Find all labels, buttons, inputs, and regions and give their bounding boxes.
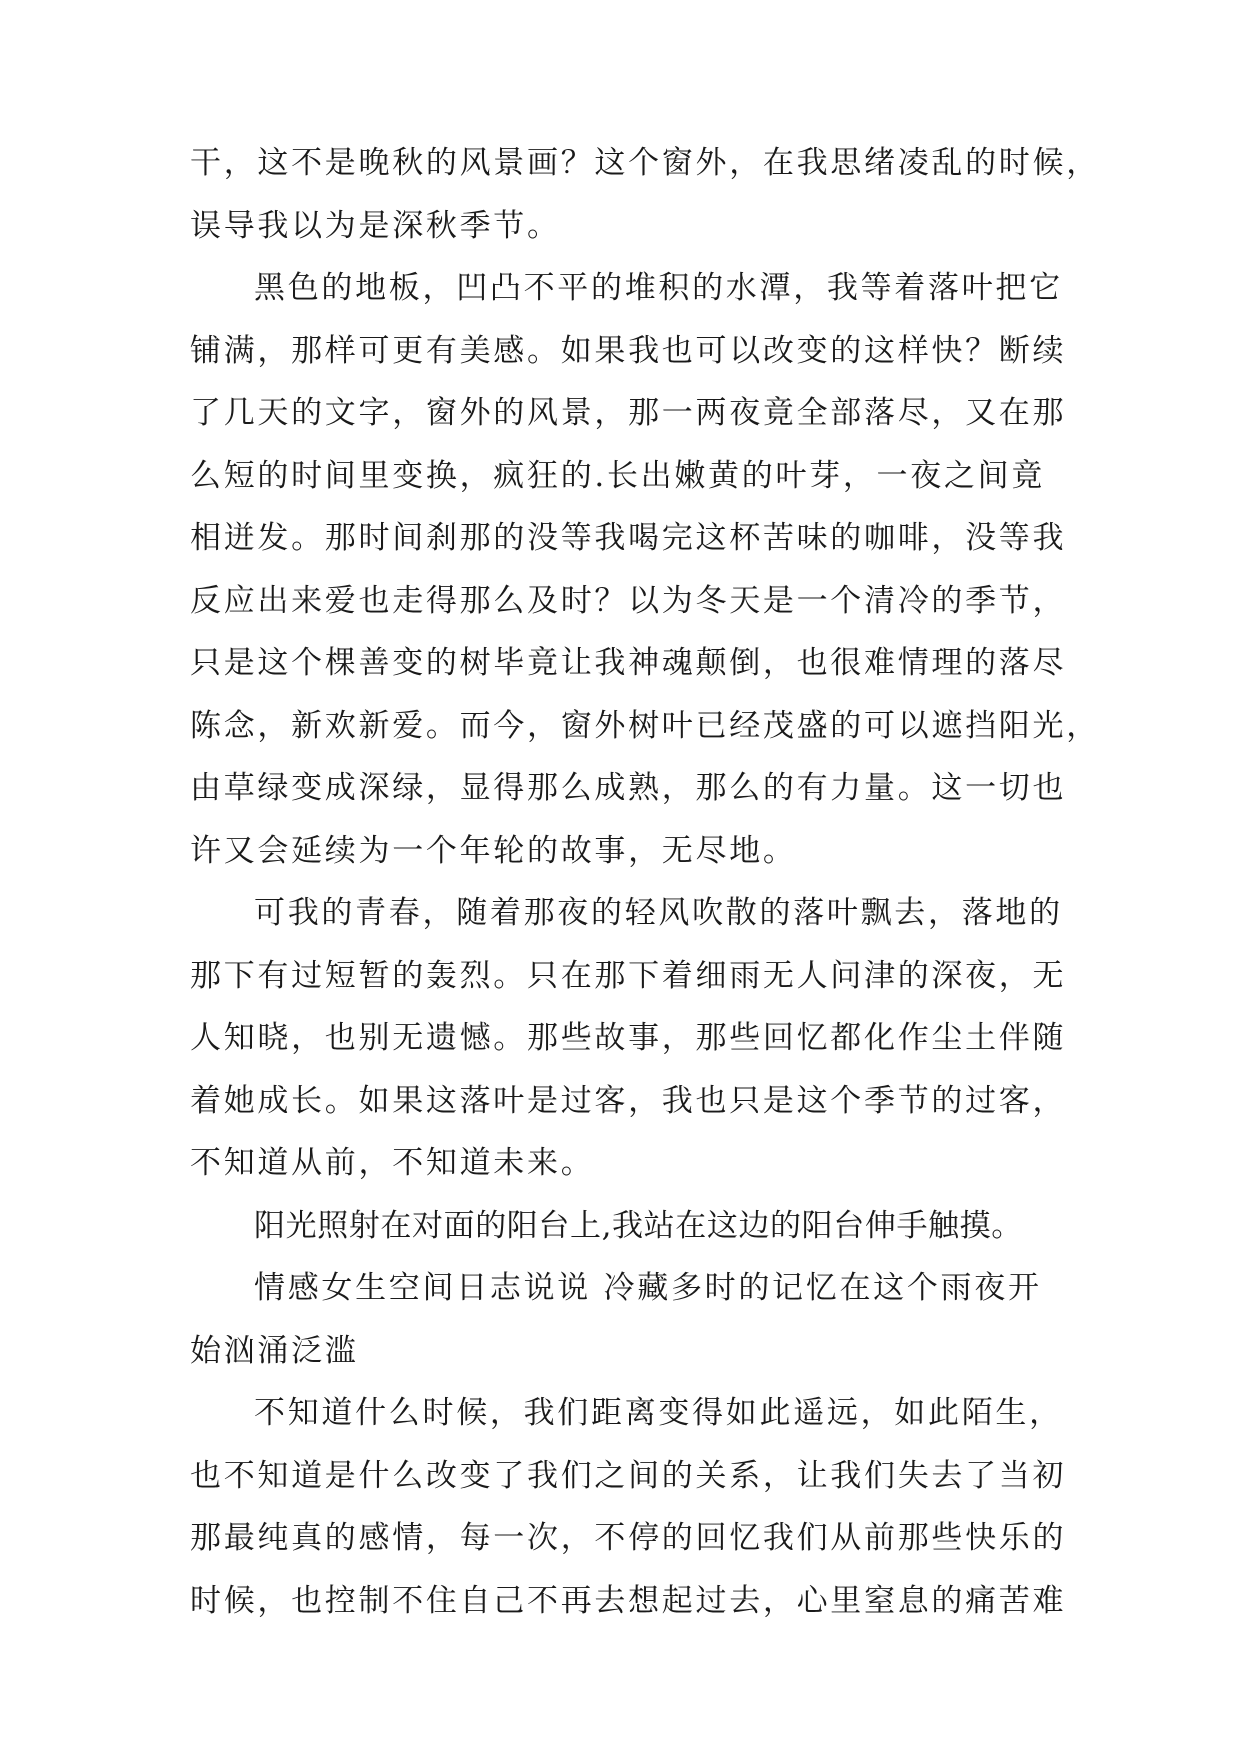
text-line: 人知晓，也别无遗憾。那些故事，那些回忆都化作尘土伴随 xyxy=(190,1020,1067,1056)
text-line: 那最纯真的感情，每一次，不停的回忆我们从前那些快乐的 xyxy=(190,1520,1067,1556)
text-line: 那下有过短暂的轰烈。只在那下着细雨无人问津的深夜，无 xyxy=(190,957,1067,994)
text-line: 误导我以为是深秋季节。 xyxy=(190,207,561,244)
text-line: 干，这不是晚秋的风景画？这个窗外，在我思绪凌乱的时候， xyxy=(190,145,1100,181)
paragraph-start-line: 不知道什么时候，我们距离变得如此遥远，如此陌生， xyxy=(254,1395,1063,1431)
text-line: 只是这个棵善变的树毕竟让我神魂颠倒，也很难情理的落尽 xyxy=(190,645,1067,681)
text-line: 相迸发。那时间刹那的没等我喝完这杯苦味的咖啡，没等我 xyxy=(190,520,1067,556)
paragraph-start-line: 可我的青春，随着那夜的轻风吹散的落叶飘去，落地的 xyxy=(254,895,1063,931)
text-line: 时候，也控制不住自己不再去想起过去，心里窒息的痛苦难 xyxy=(190,1582,1067,1619)
paragraph-start-line: 黑色的地板，凹凸不平的堆积的水潭，我等着落叶把它 xyxy=(254,270,1063,306)
text-line: 反应出来爱也走得那么及时？以为冬天是一个清冷的季节， xyxy=(190,582,1067,619)
text-line: 始汹涌泛滥 xyxy=(190,1332,359,1369)
text-line: 许又会延续为一个年轮的故事，无尽地。 xyxy=(190,832,797,869)
text-line: 了几天的文字，窗外的风景，那一两夜竟全部落尽，又在那 xyxy=(190,395,1067,431)
text-line: 么短的时间里变换，疯狂的.长出嫩黄的叶芽，一夜之间竟 xyxy=(190,457,1046,494)
body-text xyxy=(190,132,1100,1632)
text-line: 陈念，新欢新爱。而今，窗外树叶已经茂盛的可以遮挡阳光， xyxy=(190,707,1100,744)
paragraph-start-line: 阳光照射在对面的阳台上,我站在这边的阳台伸手触摸。 xyxy=(254,1207,1023,1244)
text-line: 由草绿变成深绿，显得那么成熟，那么的有力量。这一切也 xyxy=(190,770,1067,806)
text-line: 铺满，那样可更有美感。如果我也可以改变的这样快？断续 xyxy=(190,332,1067,369)
text-line: 着她成长。如果这落叶是过客，我也只是这个季节的过客， xyxy=(190,1082,1067,1119)
text-line: 不知道从前，不知道未来。 xyxy=(190,1145,595,1181)
paragraph-start-line: 情感女生空间日志说说 冷藏多时的记忆在这个雨夜开 xyxy=(254,1270,1042,1306)
text-line: 也不知道是什么改变了我们之间的关系，让我们失去了当初 xyxy=(190,1457,1067,1494)
